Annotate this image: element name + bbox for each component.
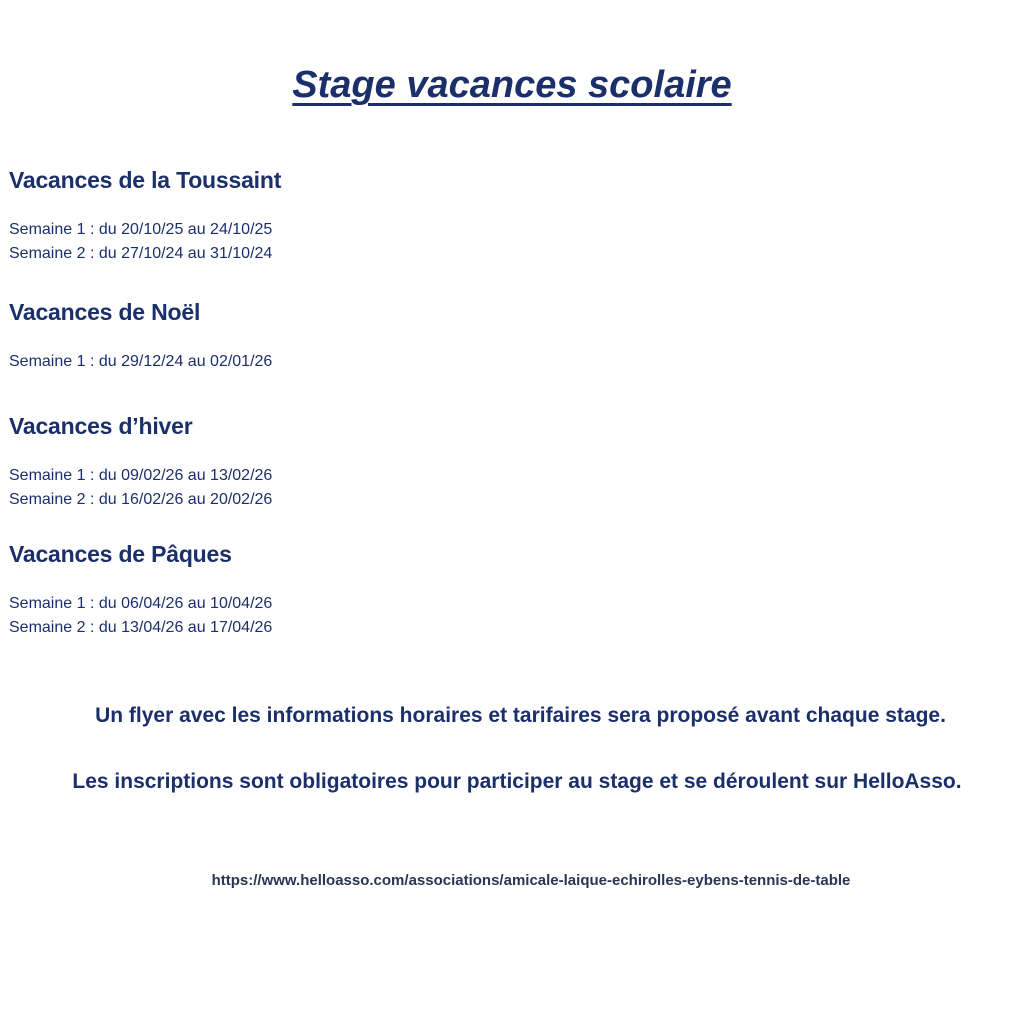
week-item: Semaine 2 : du 16/02/26 au 20/02/26 — [9, 491, 273, 508]
week-item: Semaine 1 : du 29/12/24 au 02/01/26 — [9, 353, 273, 370]
week-item: Semaine 1 : du 06/04/26 au 10/04/26 — [9, 595, 273, 612]
week-item: Semaine 1 : du 09/02/26 au 13/02/26 — [9, 467, 273, 484]
section-noel — [9, 298, 709, 374]
section-paques — [9, 540, 709, 640]
section-toussaint — [9, 166, 709, 266]
helloasso-link[interactable]: https://www.helloasso.com/associations/amicale-laique-echirolles-eybens-tennis-de-table — [211, 872, 851, 889]
section-hiver — [9, 412, 709, 512]
week-list — [9, 218, 709, 266]
section-heading: Vacances de Pâques — [9, 541, 232, 567]
week-item: Semaine 2 : du 13/04/26 au 17/04/26 — [9, 619, 273, 636]
week-list — [9, 464, 709, 512]
week-item: Semaine 2 : du 27/10/24 au 31/10/24 — [9, 245, 273, 262]
week-list — [9, 592, 709, 640]
section-heading: Vacances de Noël — [9, 299, 201, 325]
week-item: Semaine 1 : du 20/10/25 au 24/10/25 — [9, 221, 273, 238]
registration-note: Les inscriptions sont obligatoires pour participer au stage et se déroulent sur HelloAsso. — [72, 770, 962, 793]
section-heading: Vacances de la Toussaint — [9, 167, 282, 193]
week-list — [9, 350, 709, 374]
flyer-note: Un flyer avec les informations horaires et tarifaires sera proposé avant chaque stage. — [95, 704, 946, 727]
section-heading: Vacances d’hiver — [9, 413, 193, 439]
page-title: Stage vacances scolaire — [292, 64, 732, 107]
